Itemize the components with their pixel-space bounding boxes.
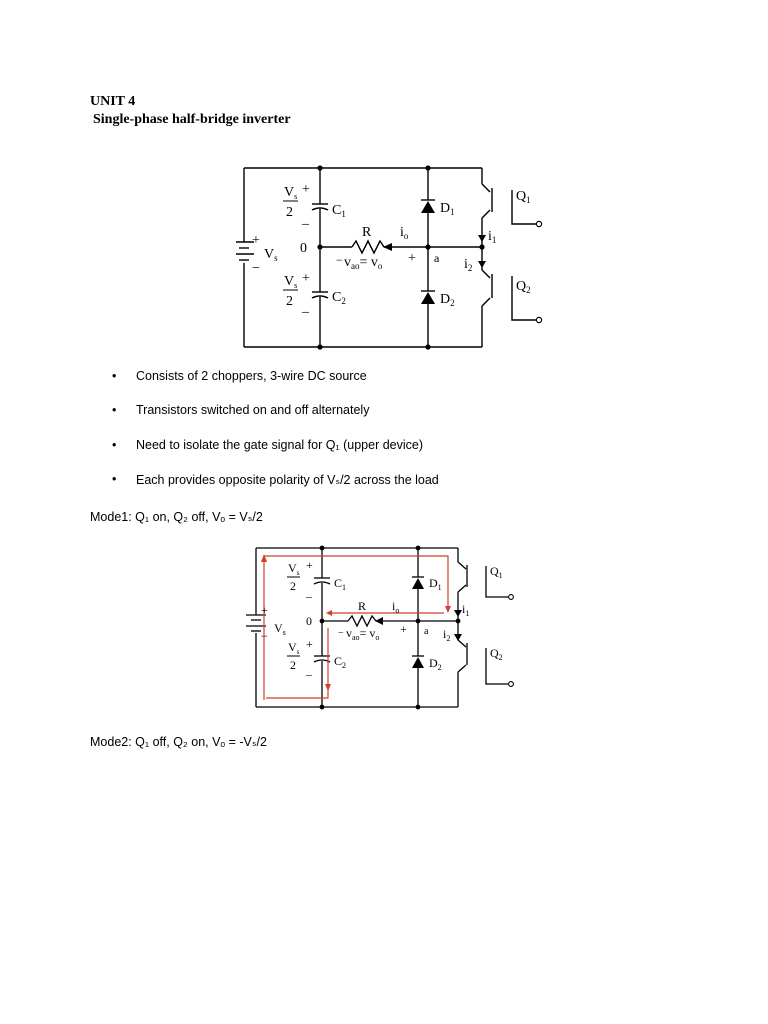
c1-minus: _ (306, 585, 312, 599)
bullet-dot: • (112, 472, 117, 486)
bullet-text: Need to isolate the gate signal for Q₁ (upper device) (136, 438, 424, 452)
vs-label: $V_s$ (264, 247, 278, 263)
c2-label: $C_2$ (334, 654, 347, 670)
mode1-caption: Mode1: Q₁ on, Q₂ off, Vₒ = Vₛ/2 (90, 510, 263, 524)
mode1-circuit-diagram (236, 540, 546, 715)
c1-label: $C_1$ (332, 203, 346, 219)
i2-label: $i_2$ (464, 257, 473, 273)
mode2-caption: Mode2: Q₁ off, Q₂ on, Vₒ = -Vₛ/2 (90, 735, 267, 749)
q2-label: $Q_2$ (490, 646, 503, 662)
c2-half-v-label: $V_s$ (284, 274, 298, 290)
c2-half-v-label: $V_s$ (288, 640, 300, 656)
source-plus-label: + (252, 233, 260, 248)
zero-node-label: 0 (300, 241, 307, 256)
c1-plus: + (302, 182, 310, 197)
vao-eq-label: $v_{ao}= v_o$ (344, 255, 383, 271)
c1-minus: _ (302, 212, 309, 227)
source-minus-label: − (252, 261, 260, 276)
c2-plus: + (302, 271, 310, 286)
i1-label: $i_1$ (488, 229, 497, 245)
bullet-dot: • (112, 369, 117, 383)
d2-label: $D_2$ (429, 656, 442, 672)
c1-half-v-label: $V_s$ (284, 185, 298, 201)
bullet-dot: • (112, 438, 117, 452)
d1-label: $D_1$ (429, 576, 442, 592)
q1-label: $Q_1$ (490, 564, 503, 580)
node-a-label: a (434, 251, 440, 265)
d1-label: $D_1$ (440, 201, 455, 217)
resistor-label: R (362, 225, 372, 240)
node-a-label: a (424, 626, 429, 637)
vao-eq-label: $v_{ao}= v_o$ (346, 626, 380, 642)
unit-heading: UNIT 4 (90, 94, 136, 109)
q2-label: $Q_2$ (516, 279, 531, 295)
vs-label: $V_s$ (274, 621, 286, 637)
i2-label: $i_2$ (443, 627, 451, 643)
bullet-text: Consists of 2 choppers, 3-wire DC source (136, 369, 367, 383)
c1-plus: + (306, 558, 313, 572)
vao-plus: + (400, 622, 407, 636)
zero-node-label: 0 (306, 614, 312, 628)
q1-label: $Q_1$ (516, 189, 531, 205)
c2-minus: _ (302, 300, 309, 315)
io-label: $i_o$ (392, 599, 400, 615)
c2-half-den: 2 (286, 294, 293, 309)
vao-minus: − (336, 253, 343, 267)
vao-plus: + (408, 251, 416, 266)
c1-label: $C_1$ (334, 576, 347, 592)
bullet-dot: • (112, 403, 117, 417)
source-minus-label: − (261, 629, 268, 643)
c1-half-den: 2 (290, 579, 296, 593)
section-title: Single-phase half-bridge inverter (93, 112, 291, 127)
bullet-text: Transistors switched on and off alternately (136, 403, 370, 417)
c2-half-den: 2 (290, 658, 296, 672)
i1-label: $i_1$ (462, 602, 470, 618)
bullet-text: Each provides opposite polarity of Vₛ/2 across the load (136, 473, 439, 487)
c2-minus: _ (306, 663, 312, 677)
c2-label: $C_2$ (332, 290, 346, 306)
resistor-label: R (358, 599, 367, 613)
half-bridge-circuit-diagram (236, 160, 576, 355)
c1-half-den: 2 (286, 205, 293, 220)
vao-minus: − (338, 628, 344, 639)
c1-half-v-label: $V_s$ (288, 561, 300, 577)
source-plus-label: + (261, 603, 268, 617)
io-label: $i_o$ (400, 225, 409, 241)
d2-label: $D_2$ (440, 292, 455, 308)
c2-plus: + (306, 637, 313, 651)
